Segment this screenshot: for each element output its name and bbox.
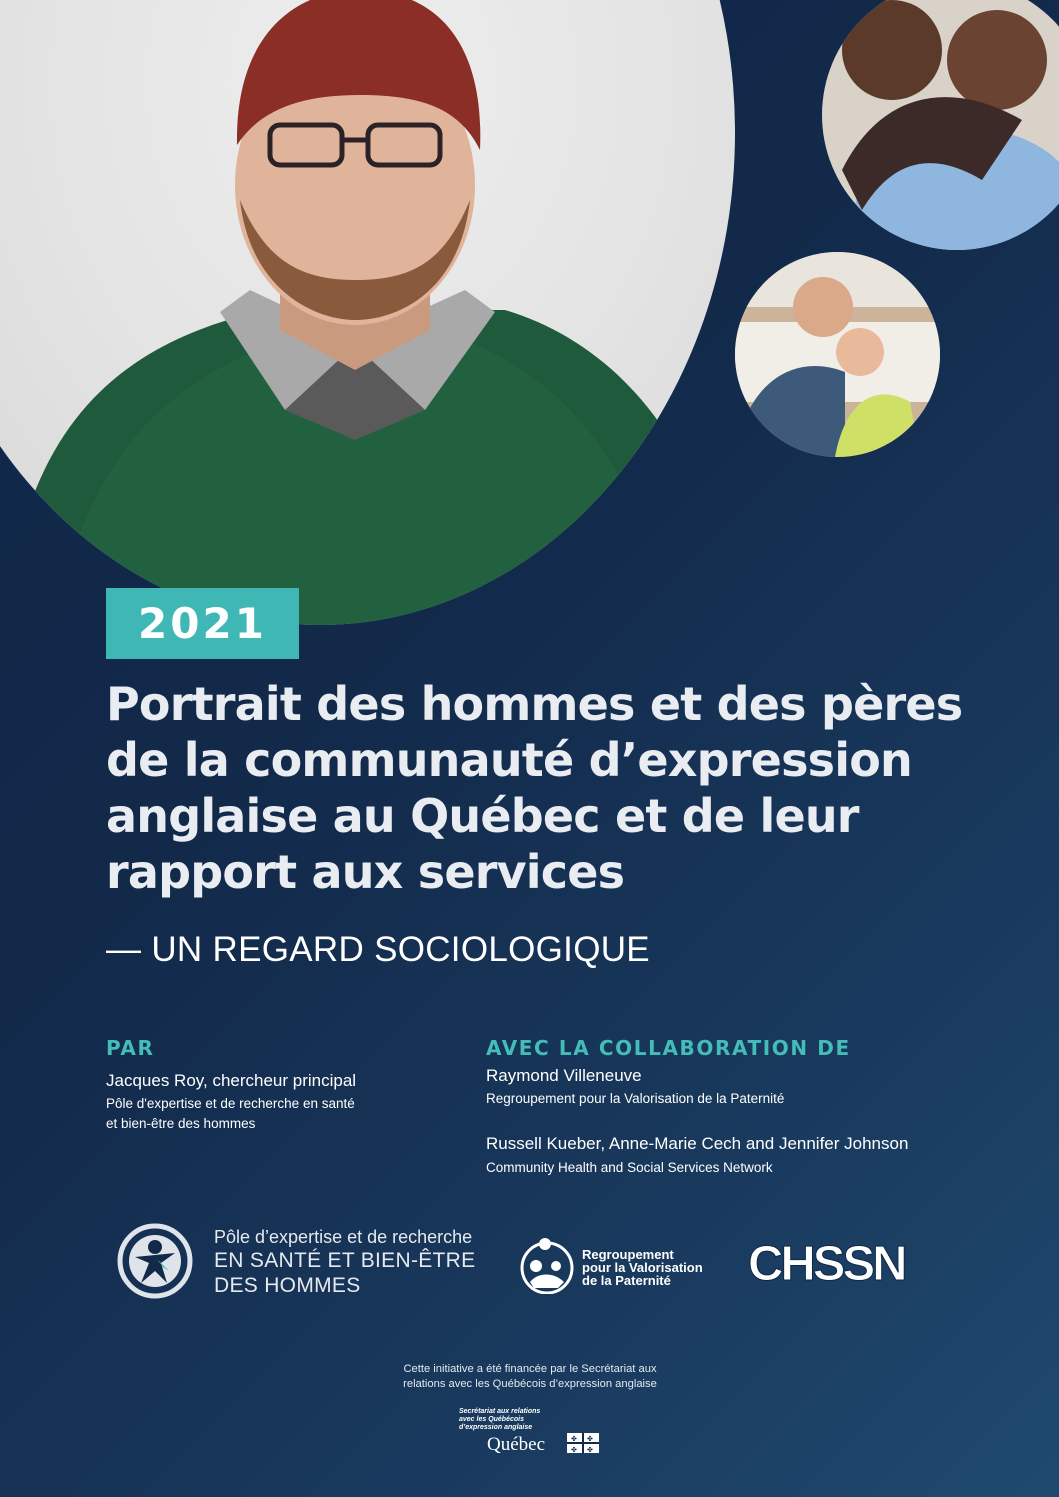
pole-logo-icon <box>117 1223 193 1304</box>
collaborator-name: Russell Kueber, Anne-Marie Cech and Jennifer Johnson <box>486 1134 909 1153</box>
year-badge: 2021 <box>106 588 299 659</box>
svg-text:✤: ✤ <box>571 1446 577 1453</box>
svg-text:✤: ✤ <box>571 1435 577 1443</box>
title-line: rapport aux services <box>106 845 625 899</box>
rvp-logo-line: Regroupement <box>582 1247 674 1262</box>
family-photo-hug <box>822 0 1059 250</box>
funding-note <box>350 1362 710 1392</box>
secretariat-line: d’expression anglaise <box>459 1424 533 1431</box>
chssn-logo: CHSSN <box>748 1237 905 1291</box>
report-title <box>106 676 1026 900</box>
title-line: de la communauté d’expression <box>106 733 912 787</box>
pole-logo-line: EN SANTÉ ET BIEN-ÊTRE <box>214 1249 476 1272</box>
svg-text:✤: ✤ <box>587 1435 593 1443</box>
report-subtitle: — UN REGARD SOCIOLOGIQUE <box>106 930 650 969</box>
authors-label: PAR <box>106 1036 155 1060</box>
org-line: et bien-être des hommes <box>106 1116 256 1131</box>
quebec-wordmark: Québec <box>487 1434 546 1455</box>
collaborator-organization: Community Health and Social Services Network <box>486 1160 773 1175</box>
svg-text:✤: ✤ <box>587 1446 593 1453</box>
quebec-flag-icon <box>567 1433 599 1458</box>
family-photo-kitchen <box>735 252 940 457</box>
author-organization <box>106 1094 355 1134</box>
collaboration-label: AVEC LA COLLABORATION DE <box>486 1036 851 1060</box>
funding-line: Cette initiative a été financée par le Secrétariat aux <box>403 1363 657 1375</box>
org-line: Pôle d'expertise et de recherche en santé <box>106 1096 355 1111</box>
collaborator-name: Raymond Villeneuve <box>486 1066 642 1085</box>
pole-logo-line: Pôle d’expertise et de recherche <box>214 1227 473 1247</box>
secretariat-line: Secrétariat aux relations <box>459 1408 541 1415</box>
secretariat-logo-text <box>459 1408 540 1432</box>
author-name: Jacques Roy, chercheur principal <box>106 1071 357 1090</box>
title-line: anglaise au Québec et de leur <box>106 789 859 843</box>
pole-logo-line: DES HOMMES <box>214 1274 361 1297</box>
rvp-logo-text <box>582 1248 703 1287</box>
rvp-logo-line: pour la Valorisation <box>582 1260 703 1275</box>
secretariat-line: avec les Québécois <box>459 1416 524 1423</box>
title-line: Portrait des hommes et des pères <box>106 677 963 731</box>
funding-line: relations avec les Québécois d’expression anglaise <box>403 1378 657 1390</box>
rvp-logo-icon <box>518 1236 576 1299</box>
pole-logo-text <box>214 1226 475 1298</box>
collaborator-organization: Regroupement pour la Valorisation de la Paternité <box>486 1091 785 1106</box>
rvp-logo-line: de la Paternité <box>582 1273 671 1288</box>
portrait-photo <box>0 0 735 625</box>
